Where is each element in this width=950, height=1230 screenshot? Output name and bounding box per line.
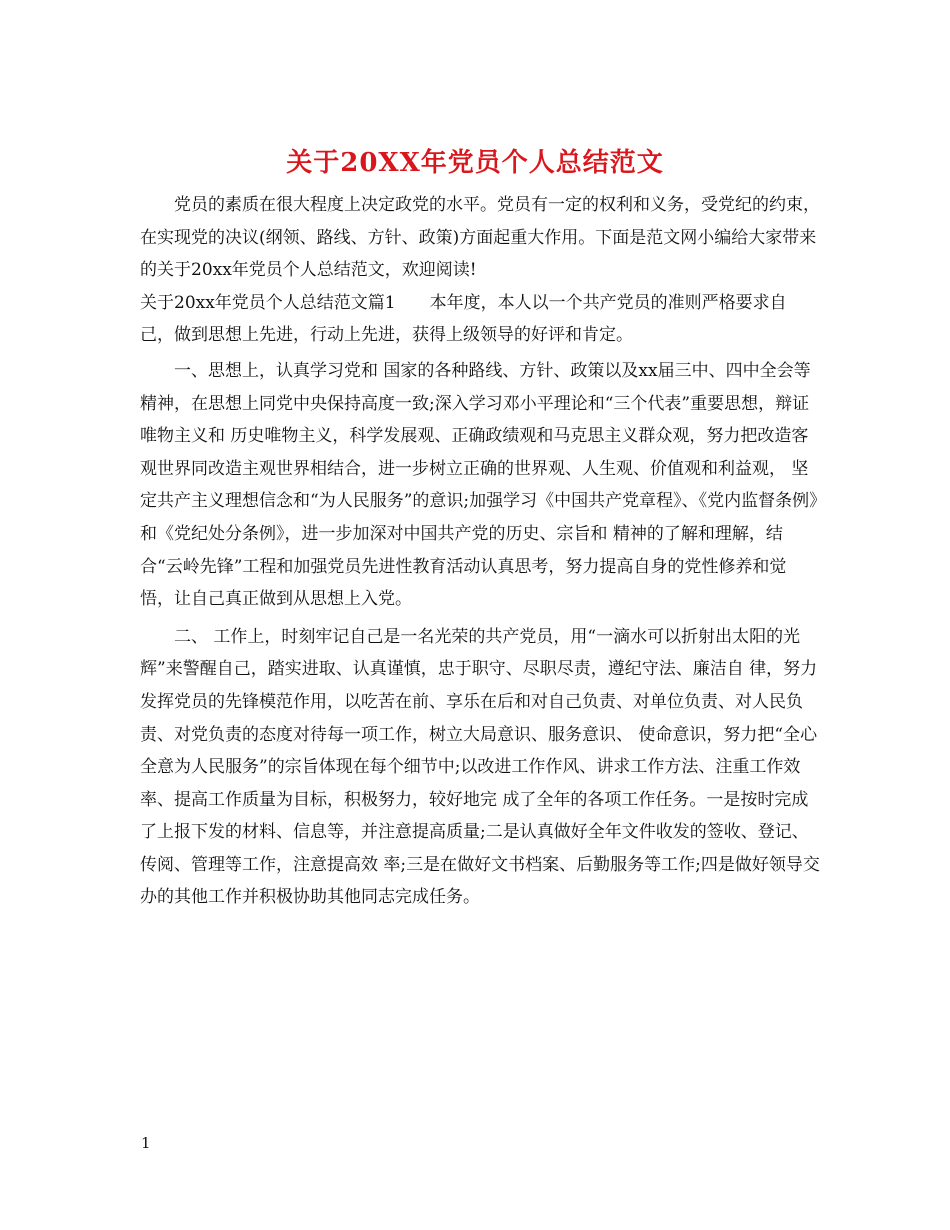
document-title: 关于20XX年党员个人总结范文: [286, 148, 664, 178]
thought-paragraph: 一、思想上，认真学习党和 国家的各种路线、方针、政策以及xx届三中、四中全会等精神，在思想上同党中央保持高度一致;深入学习邓小平理论和“三个代表”重要思想，辩证唯物主义和 历史唯物主义，科学发展观、正确政绩观和马克思主义群众观，努力把改造客观世界同改造主观世界相结合，进一步树立正确的世界观、人生观、价值观和利益观， 坚定共产主义理想信念和“为人民服务”的意识;加强学习《中国共产党章程》、《党内监督条例》和《党纪处分条例》，进一步加深对中国共产党的历史、宗旨和 精神的了解和理解，结合“云岭先锋”工程和加强党员先进性教育活动认真思考，努力提高自身的党性修养和觉悟，让自己真正做到从思想上入党。: [140, 360, 818, 610]
work-paragraph: 二、 工作上，时刻牢记自己是一名光荣的共产党员，用“一滴水可以折射出太阳的光辉”来警醒自己，踏实进取、认真谨慎，忠于职守、尽职尽责，遵纪守法、廉洁自 律，努力发挥党员的先锋模范作用，以吃苦在前、享乐在后和对自己负责、对单位负责、对人民负责、对党负责的态度对待每一项工作，树立大局意识、服务意识、 使命意识，努力把“全心全意为人民服务”的宗旨体现在每个细节中;以改进工作作风、讲求工作方法、注重工作效率、提高工作质量为目标，积极努力，较好地完 成了全年的各项工作任务。一是按时完成了上报下发的材料、信息等，并注意提高质量;二是认真做好全年文件收发的签收、登记、传阅、管理等工作，注意提高效 率;三是在做好文书档案、后勤服务等工作;四是做好领导交办的其他工作并积极协助其他同志完成任务。: [140, 626, 820, 908]
page-number: 1: [141, 1134, 151, 1152]
section-heading-paragraph: 关于20xx年党员个人总结范文篇1 本年度，本人以一个共产党员的准则严格要求自己，做到思想上先进，行动上先进，获得上级领导的好评和肯定。: [140, 292, 787, 346]
document-body: [140, 189, 820, 914]
intro-paragraph: 党员的素质在很大程度上决定政党的水平。党员有一定的权利和义务，受党纪的约束，在实现党的决议(纲领、路线、方针、政策)方面起重大作用。下面是范文网小编给大家带来的关于20xx年党员个人总结范文，欢迎阅读!: [140, 195, 820, 281]
